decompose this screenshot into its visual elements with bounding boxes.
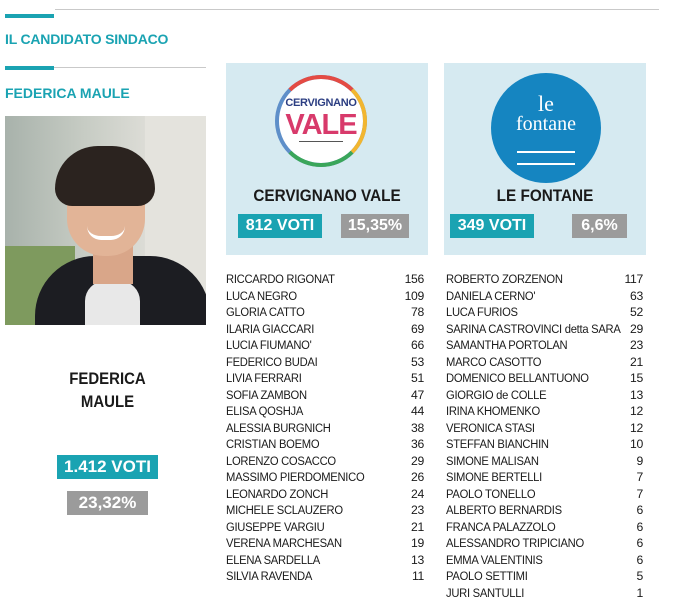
list-item [446, 354, 643, 371]
candidate-row-votes: 10 [630, 437, 643, 451]
candidate-row-name: PAOLO TONELLO [446, 486, 536, 501]
candidate-row-votes: 9 [636, 453, 643, 468]
candidate-row-votes: 13 [411, 552, 424, 567]
list-item [226, 502, 424, 519]
candidate-row-name: CRISTIAN BOEMO [226, 437, 320, 451]
candidate-row-votes: 47 [411, 387, 424, 402]
list-item [226, 486, 424, 503]
list-item [226, 469, 424, 486]
list-panel-le-fontane [444, 63, 646, 255]
candidate-row-votes: 29 [411, 453, 424, 468]
candidate-label: FEDERICA MAULE [5, 85, 130, 101]
candidate-row-name: EMMA VALENTINIS [446, 552, 543, 567]
list-item [226, 304, 424, 321]
candidate-row-votes: 53 [411, 354, 424, 369]
list-item [446, 420, 643, 437]
logo-text-main: VALE [285, 109, 357, 141]
candidate-row-name: SIMONE BERTELLI [446, 470, 542, 484]
candidate-row-name: FRANCA PALAZZOLO [446, 519, 556, 534]
candidate-row-name: ELENA SARDELLA [226, 552, 320, 567]
candidate-row-votes: 1 [636, 585, 643, 600]
logo-text-top: CERVIGNANO [285, 97, 357, 109]
candidate-row-votes: 38 [411, 420, 424, 435]
candidate-percent-badge: 23,32% [67, 491, 148, 515]
candidate-list-le-fontane [446, 271, 643, 601]
candidate-row-votes: 6 [636, 552, 643, 567]
list-item [446, 436, 643, 453]
candidate-row-votes: 6 [636, 519, 643, 534]
candidate-row-votes: 51 [411, 371, 424, 385]
candidate-row-name: FEDERICO BUDAI [226, 354, 318, 369]
candidate-row-name: MASSIMO PIERDOMENICO [226, 470, 365, 484]
candidate-row-name: ILARIA GIACCARI [226, 321, 315, 336]
candidate-row-votes: 24 [411, 486, 424, 501]
candidate-row-votes: 15 [630, 371, 643, 385]
list-votes-badge: 812 VOTI [238, 214, 322, 238]
candidate-row-votes: 12 [630, 404, 643, 418]
list-item [226, 387, 424, 404]
list-item [226, 552, 424, 569]
candidate-row-name: DOMENICO BELLANTUONO [446, 371, 589, 385]
candidate-row-name: ALESSIA BURGNICH [226, 420, 331, 435]
list-item [446, 370, 643, 387]
candidate-row-votes: 109 [404, 288, 424, 303]
candidate-row-name: JURI SANTULLI [446, 585, 525, 600]
list-percent-badge: 15,35% [341, 214, 409, 238]
candidate-row-name: LORENZO COSACCO [226, 453, 336, 468]
candidate-row-name: LEONARDO ZONCH [226, 486, 329, 501]
candidate-row-votes: 21 [411, 519, 424, 534]
candidate-row-name: SIMONE MALISAN [446, 453, 539, 468]
list-item [446, 453, 643, 470]
candidate-row-name: VERONICA STASI [446, 420, 535, 435]
candidate-row-votes: 78 [411, 305, 424, 319]
candidate-row-name: ALESSANDRO TRIPICIANO [446, 536, 584, 550]
candidate-row-votes: 11 [411, 569, 424, 583]
le-fontane-logo [491, 73, 601, 183]
candidate-row-votes: 6 [636, 536, 643, 550]
candidate-row-votes: 117 [624, 272, 643, 286]
candidate-row-name: PAOLO SETTIMI [446, 569, 528, 583]
list-item [226, 337, 424, 354]
candidate-row-name: LUCIA FIUMANO' [226, 338, 312, 352]
candidate-row-votes: 7 [636, 470, 643, 484]
list-item [226, 403, 424, 420]
list-item [446, 387, 643, 404]
candidate-row-votes: 69 [411, 321, 424, 336]
candidate-row-name: ALBERTO BERNARDIS [446, 503, 562, 517]
candidate-row-name: GIORGIO de COLLE [446, 387, 547, 402]
candidate-row-name: RICCARDO RIGONAT [226, 272, 335, 286]
section-title: IL CANDIDATO SINDACO [5, 31, 169, 47]
candidate-row-name: MICHELE SCLAUZERO [226, 503, 343, 517]
candidate-list-cervignano-vale [226, 271, 424, 585]
candidate-row-votes: 156 [404, 272, 424, 286]
list-item [446, 486, 643, 503]
candidate-name [57, 367, 158, 413]
list-item [446, 271, 643, 288]
list-item [226, 436, 424, 453]
candidate-last-name: MAULE [80, 392, 135, 411]
candidate-row-votes: 19 [411, 536, 424, 550]
list-votes-badge: 349 VOTI [450, 214, 534, 238]
candidate-row-name: VERENA MARCHESAN [226, 536, 342, 550]
list-item [226, 370, 424, 387]
candidate-votes-badge: 1.412 VOTI [57, 455, 158, 479]
candidate-row-votes: 6 [636, 503, 643, 517]
candidate-row-name: SARINA CASTROVINCI detta SARA [446, 321, 621, 336]
candidate-row-name: MARCO CASOTTO [446, 354, 542, 369]
candidate-row-votes: 52 [630, 305, 643, 319]
list-item [446, 585, 643, 602]
list-item [446, 304, 643, 321]
list-item [446, 469, 643, 486]
candidate-row-name: LUCA NEGRO [226, 288, 297, 303]
candidate-row-name: ROBERTO ZORZENON [446, 272, 563, 286]
candidate-row-votes: 66 [411, 338, 424, 352]
candidate-row-votes: 36 [411, 437, 424, 451]
candidate-row-name: LIVIA FERRARI [226, 371, 302, 385]
section-accent-bar [5, 14, 54, 18]
list-title: LE FONTANE [496, 186, 594, 205]
candidate-row-name: SAMANTHA PORTOLAN [446, 338, 568, 352]
candidate-row-votes: 44 [411, 404, 424, 418]
list-item [446, 337, 643, 354]
candidate-row-votes: 21 [630, 354, 643, 369]
candidate-row-name: STEFFAN BIANCHIN [446, 437, 549, 451]
list-item [226, 354, 424, 371]
candidate-row-name: GIUSEPPE VARGIU [226, 519, 325, 534]
list-item [446, 403, 643, 420]
list-item [226, 535, 424, 552]
list-item [226, 568, 424, 585]
list-item [446, 568, 643, 585]
candidate-row-votes: 12 [630, 420, 643, 435]
candidate-row-votes: 5 [636, 569, 643, 583]
candidate-row-votes: 7 [636, 486, 643, 501]
list-item [446, 288, 643, 305]
list-item [226, 519, 424, 536]
list-item [226, 288, 424, 305]
candidate-row-name: SOFIA ZAMBON [226, 387, 307, 402]
candidate-accent-bar [5, 66, 54, 70]
list-item [226, 453, 424, 470]
candidate-row-name: SILVIA RAVENDA [226, 569, 313, 583]
candidate-row-votes: 23 [630, 338, 643, 352]
candidate-row-name: DANIELA CERNO' [446, 288, 536, 303]
list-item [446, 535, 643, 552]
candidate-first-name: FEDERICA [69, 369, 146, 388]
candidate-divider [54, 67, 206, 68]
list-item [226, 321, 424, 338]
candidate-photo [5, 116, 206, 325]
list-item [446, 502, 643, 519]
candidate-row-votes: 13 [630, 387, 643, 402]
candidate-row-votes: 29 [630, 321, 643, 336]
list-item [446, 552, 643, 569]
candidate-row-name: GLORIA CATTO [226, 305, 305, 319]
logo-text-main: fontane [516, 113, 576, 135]
cervignano-vale-logo [275, 75, 367, 167]
list-item [226, 271, 424, 288]
list-item [446, 519, 643, 536]
list-panel-cervignano-vale [226, 63, 428, 255]
list-title: CERVIGNANO VALE [253, 186, 401, 205]
logo-text-top: le [538, 91, 554, 116]
candidate-row-votes: 23 [411, 503, 424, 517]
list-percent-badge: 6,6% [572, 214, 627, 238]
list-item [446, 321, 643, 338]
candidate-row-votes: 63 [630, 288, 643, 303]
candidate-row-name: IRINA KHOMENKO [446, 404, 540, 418]
candidate-row-name: ELISA QOSHJA [226, 404, 304, 418]
list-item [226, 420, 424, 437]
candidate-row-name: LUCA FURIOS [446, 305, 518, 319]
candidate-row-votes: 26 [411, 470, 424, 484]
top-divider [55, 9, 659, 10]
